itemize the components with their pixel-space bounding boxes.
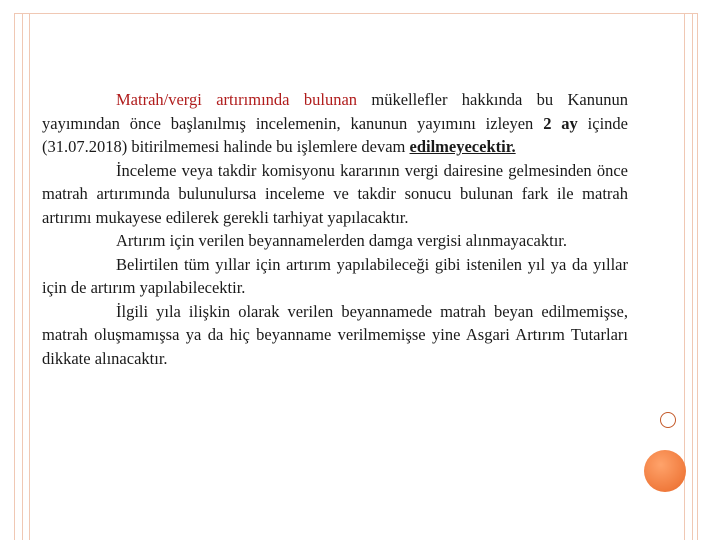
paragraph-1 [42, 88, 628, 159]
duration-bold: 2 ay [543, 113, 578, 133]
highlight-text: Matrah/vergi artırımında bulunan [116, 90, 358, 109]
paragraph-4: Belirtilen tüm yıllar için artırım yapılabileceği gibi istenilen yıl ya da yıllar için de artırım yapılabilecektir. [42, 254, 628, 297]
paragraph-3: Artırım için verilen beyannamelerden damga vergisi alınmayacaktır. [116, 231, 567, 250]
small-circle-decoration [660, 412, 676, 428]
paragraph-1-text-a: mükellefler hakkında bu Kanunun yayımından önce başlanılmış incelemenin, kanunun yayımını izleyen [42, 90, 628, 133]
left-decorative-bar [22, 13, 30, 540]
paragraph-1-text-b: içinde (31.07.2018) bitirilmemesi halinde bu işlemlere devam [42, 113, 628, 156]
underlined-conclusion: edilmeyecektir. [409, 137, 516, 156]
orange-circle-decoration [644, 450, 686, 492]
paragraph-5: İlgili yıla ilişkin olarak verilen beyannamede matrah beyan edilmemişse, matrah oluşmamışsa ya da hiç beyanname verilmemişse yine Asgari Artırım Tutarları dikkate alınacaktır. [42, 301, 628, 368]
slide-body [42, 88, 628, 370]
paragraph-2: İnceleme veya takdir komisyonu kararının vergi dairesine gelmesinden önce matrah artırımında bulunulursa inceleme ve takdir sonucu bulunan fark ile matrah artırımı mukayese edilerek gerekli tarhiyat yapılacaktır. [42, 160, 628, 227]
right-decorative-bar [684, 13, 693, 540]
